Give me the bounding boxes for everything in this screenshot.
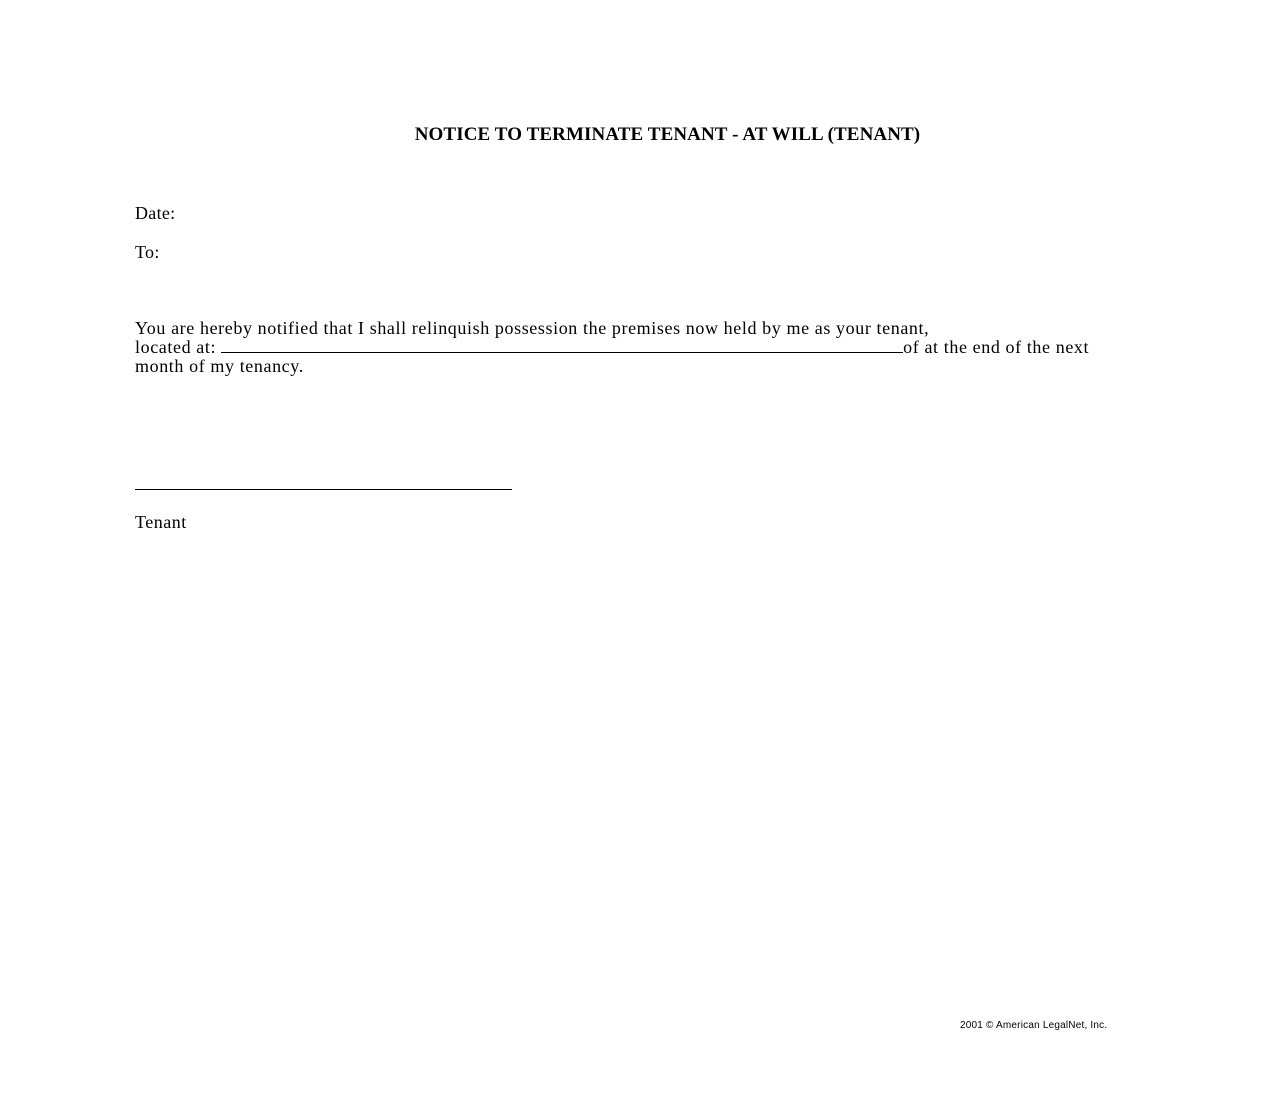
- tenant-signature-line[interactable]: [135, 489, 512, 490]
- end-of-month-text: of at the end of the next: [903, 337, 1090, 357]
- body-line-1: You are hereby notified that I shall relinquish possession the premises now held by me as your tenant,: [135, 318, 930, 338]
- document-title: NOTICE TO TERMINATE TENANT - AT WILL (TENANT): [414, 124, 921, 145]
- body-line-3: month of my tenancy.: [135, 356, 304, 376]
- date-label: Date:: [135, 203, 176, 223]
- tenant-signature-label: Tenant: [135, 512, 187, 532]
- address-blank-field[interactable]: [221, 338, 903, 353]
- notice-body-paragraph: [135, 319, 1180, 376]
- body-line-2: [135, 338, 1180, 357]
- copyright-footer: 2001 © American LegalNet, Inc.: [960, 1020, 1108, 1031]
- to-label: To:: [135, 242, 160, 262]
- located-at-label: located at:: [135, 337, 222, 357]
